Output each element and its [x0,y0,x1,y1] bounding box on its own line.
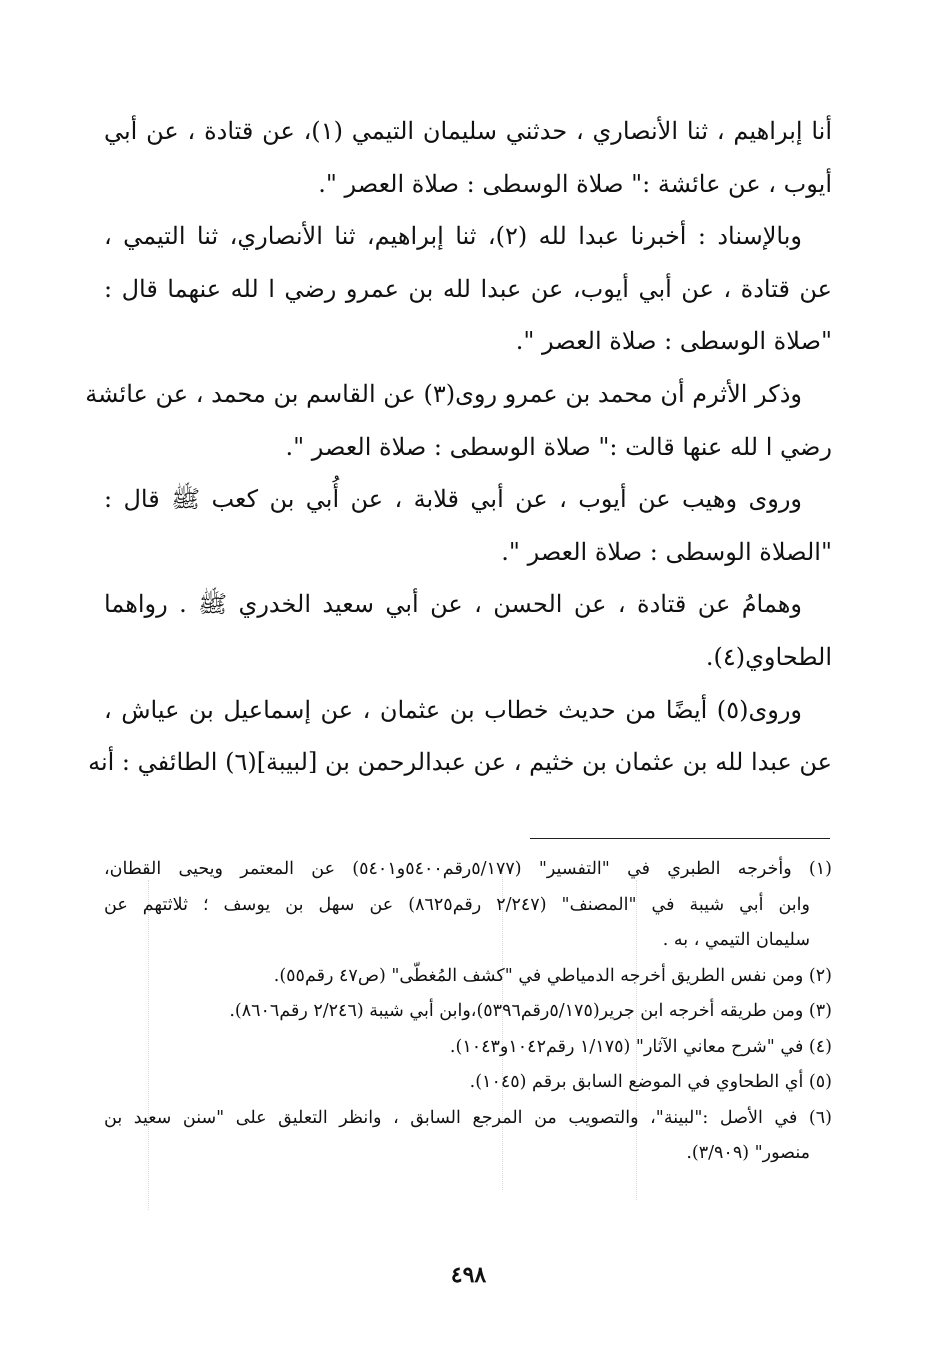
footnotes [104,852,832,1172]
page-number: ٤٩٨ [450,1262,487,1288]
text-line: وذكر الأثرم أن محمد بن عمرو روى(٣) عن القاسم بن محمد ، عن عائشة [85,379,802,408]
text-line: الطحاوي(٤). [705,642,832,671]
footnote-line: (١) وأخرجه الطبري في "التفسير" (٥/١٧٧رقم٥٤٠٠و٥٤٠١) عن المعتمر ويحيى القطان، [104,859,832,879]
text-line: أيوب ، عن عائشة :" صلاة الوسطى : صلاة العصر ". [318,169,832,198]
footnote-line: سليمان التيمي ، به . [662,930,810,950]
footnote-line: (٢) ومن نفس الطريق أخرجه الدمياطي في "كشف المُغطّى" (ص٤٧ رقم٥٥). [273,965,832,986]
text-line: أنا إبراهيم ، ثنا الأنصاري ، حدثني سليمان التيمي (١)، عن قتادة ، عن أبي [104,117,833,145]
footnote-line: (٤) في "شرح معاني الآثار" (١/١٧٥ رقم١٠٤٢و١٠٤٣). [449,1036,832,1057]
text-line: "صلاة الوسطى : صلاة العصر ". [515,327,832,356]
text-line: رضي ا لله عنها قالت :" صلاة الوسطى : صلاة العصر ". [285,432,832,461]
text-line: وروى(٥) أيضًا من حديث خطاب بن عثمان ، عن إسماعيل بن عياش ، [104,695,802,724]
footnote-line: (٦) في الأصل :"لبينة"، والتصويب من المرجع السابق ، وانظر التعليق على "سنن سعيد بن [104,1107,832,1128]
footnote-separator [530,838,830,839]
text-line: وروى وهيب عن أيوب ، عن أبي قلابة ، عن أُبي بن كعب ﷺ قال : [104,485,802,514]
text-line: عن قتادة ، عن أبي أيوب، عن عبدا لله بن عمرو رضي ا لله عنهما قال : [104,274,832,303]
main-text [85,105,833,789]
footnote-line: وابن أبي شيبة في "المصنف" (٢/٢٤٧ رقم٨٦٢٥) عن سهل بن يوسف ؛ ثلاثتهم عن [104,894,810,915]
text-line: وبالإسناد : أخبرنا عبدا لله (٢)، ثنا إبراهيم، ثنا الأنصاري، ثنا التيمي ، [104,222,802,251]
text-line: عن عبدا لله بن عثمان بن خثيم ، عن عبدالرحمن بن [لبيبة](٦) الطائفي : أنه [88,748,832,777]
text-line: وهمامُ عن قتادة ، عن الحسن ، عن أبي سعيد الخدري ﷺ . رواهما [104,590,802,619]
footnote-line: منصور" (٣/٩٠٩). [686,1143,810,1163]
text-line: "الصلاة الوسطى : صلاة العصر ". [501,537,832,566]
footnote-line: (٣) ومن طريقه أخرجه ابن جرير(٥/١٧٥رقم٥٣٩٦)،وابن أبي شيبة (٢/٢٤٦ رقم٨٦٠٦). [229,1001,832,1021]
footnote-line: (٥) أي الطحاوي في الموضع السابق برقم (١٠٤٥). [469,1072,832,1092]
